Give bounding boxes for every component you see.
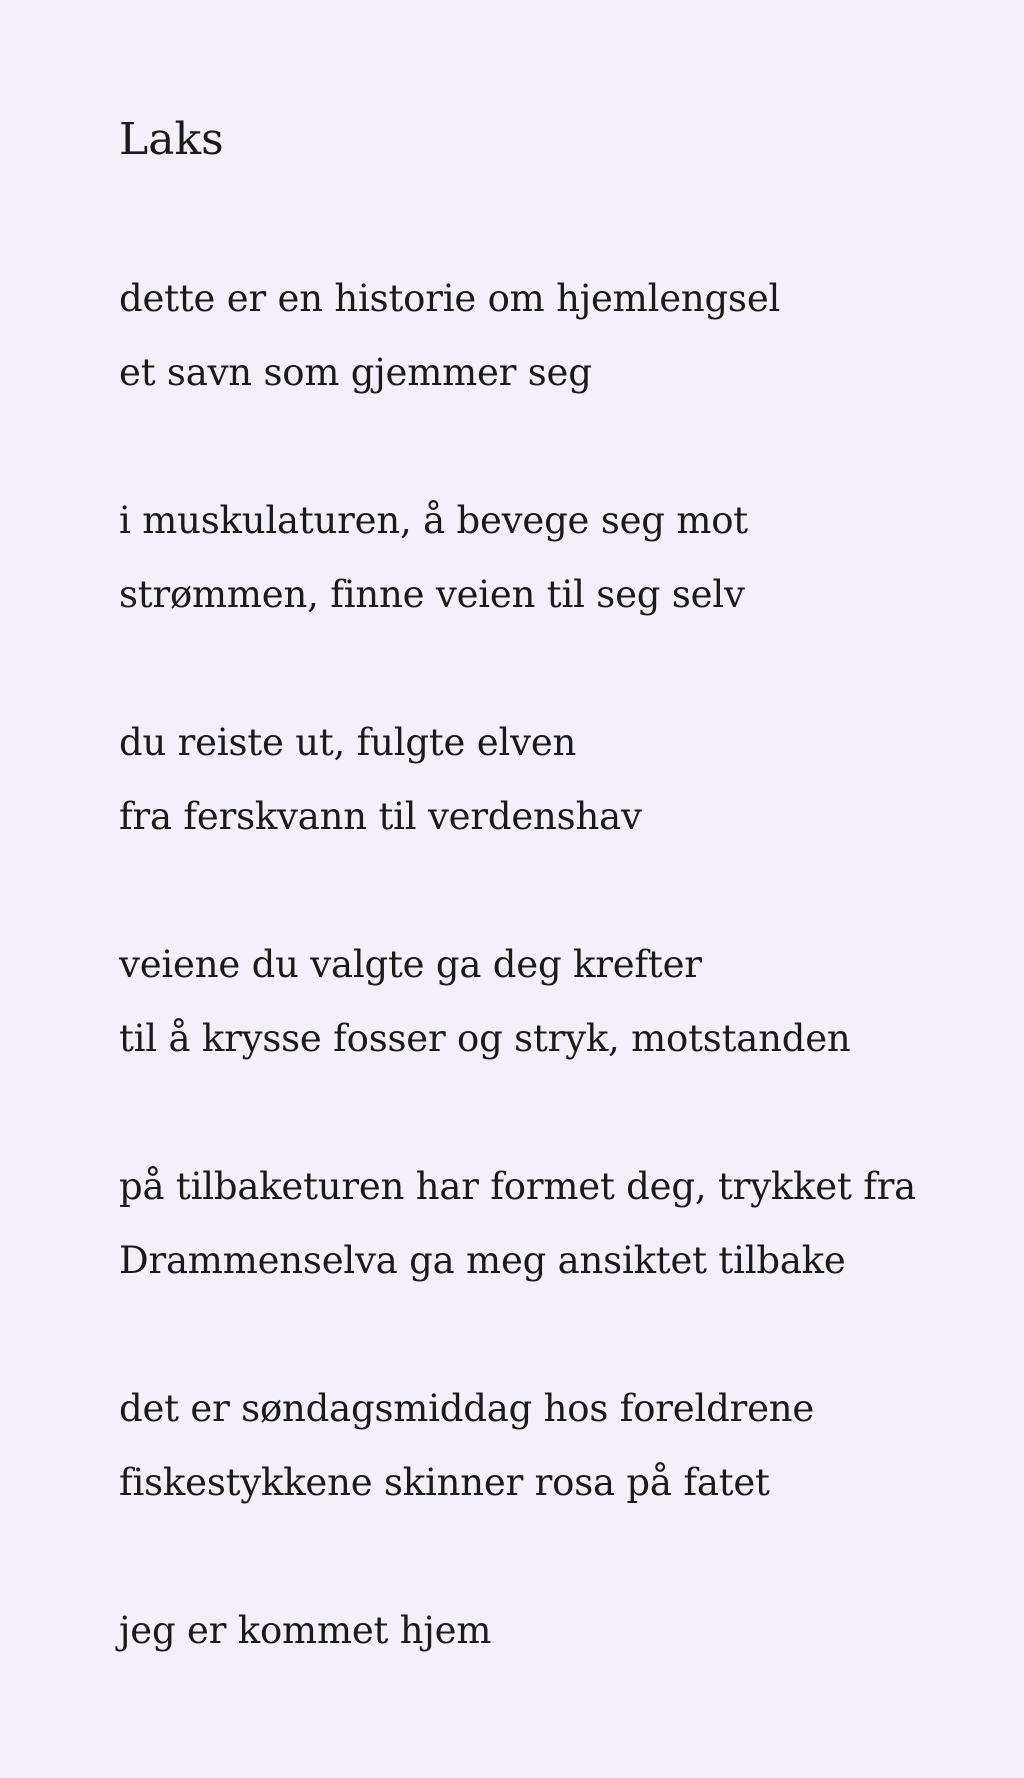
stanza-4 — [119, 928, 916, 1076]
stanza-7 — [119, 1594, 916, 1668]
stanza-2 — [119, 484, 916, 632]
stanza-1 — [119, 262, 916, 410]
verse-line: det er søndagsmiddag hos foreldrene — [119, 1387, 815, 1430]
verse-line: på tilbaketuren har formet deg, trykket fra — [119, 1165, 917, 1208]
verse-line: du reiste ut, fulgte elven — [119, 721, 577, 764]
verse-line: fiskestykkene skinner rosa på fatet — [119, 1461, 770, 1504]
verse-line: fra ferskvann til verdenshav — [119, 795, 642, 838]
stanza-5 — [119, 1150, 916, 1298]
verse-line: i muskulaturen, å bevege seg mot — [119, 499, 748, 542]
verse-line: dette er en historie om hjemlengsel — [119, 277, 781, 320]
verse-line: jeg er kommet hjem — [119, 1609, 492, 1652]
verse-line: et savn som gjemmer seg — [119, 351, 592, 394]
verse-line: til å krysse fosser og stryk, motstanden — [119, 1017, 851, 1060]
verse-line: strømmen, finne veien til seg selv — [119, 573, 745, 616]
poem-title: Laks — [119, 114, 224, 165]
verse-line: veiene du valgte ga deg krefter — [119, 943, 702, 986]
poem-body — [119, 262, 916, 1742]
verse-line: Drammenselva ga meg ansiktet tilbake — [119, 1239, 846, 1282]
stanza-6 — [119, 1372, 916, 1520]
stanza-3 — [119, 706, 916, 854]
